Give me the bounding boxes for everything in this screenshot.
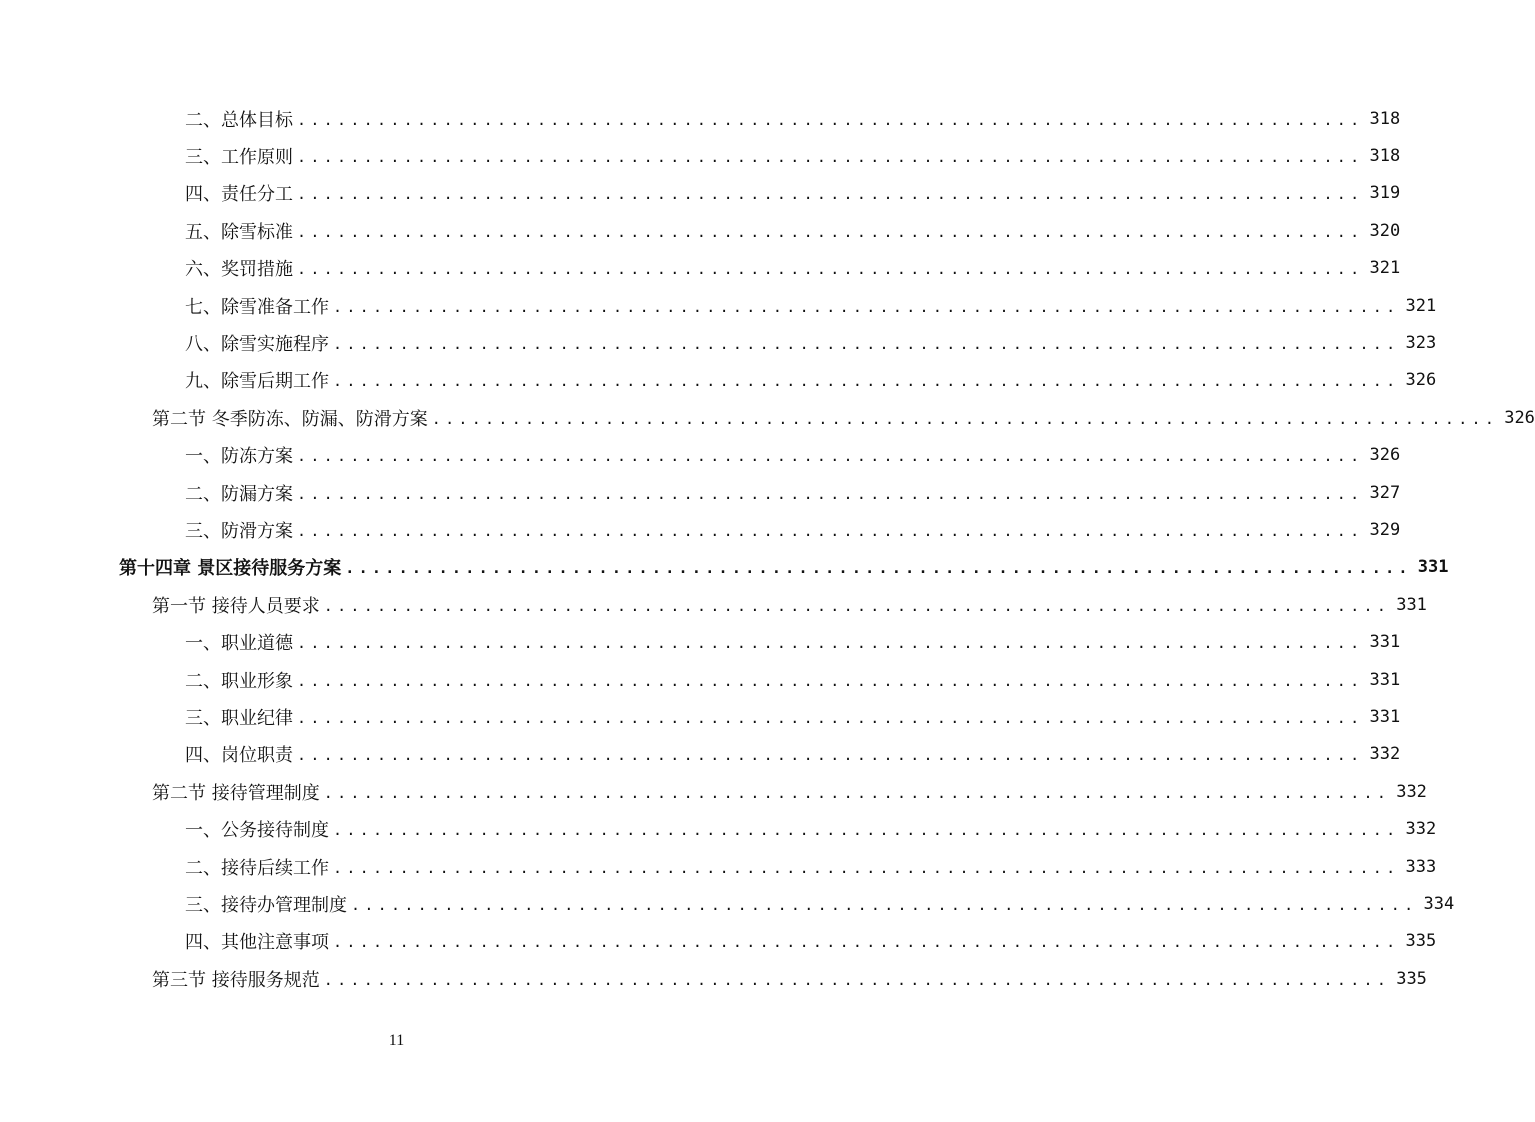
page-number: 11 xyxy=(388,1032,405,1049)
toc-entry-title: 二、防漏方案 xyxy=(185,483,293,505)
toc-entry-title: 第一节 接待人员要求 xyxy=(152,595,320,617)
toc-entry-page-number: 318 xyxy=(1369,146,1401,167)
toc-entry-page-number: 331 xyxy=(1369,632,1401,653)
toc-entry-page-number: 321 xyxy=(1369,258,1401,279)
toc-entry[interactable] xyxy=(0,549,1449,586)
toc-entry[interactable] xyxy=(0,923,1437,960)
toc-entry-title: 九、除雪后期工作 xyxy=(185,371,329,393)
toc-entry-page-number: 323 xyxy=(1405,333,1437,354)
toc-entry-title: 第三节 接待服务规范 xyxy=(152,969,320,991)
toc-entry-page-number: 326 xyxy=(1504,407,1535,428)
toc-dot-leader: ................................................................................ xyxy=(297,634,1364,653)
toc-entry-page-number: 318 xyxy=(1369,108,1401,129)
toc-entry-page-number: 332 xyxy=(1396,781,1427,802)
toc-entry[interactable] xyxy=(0,474,1401,511)
toc-entry-title: 第二节 接待管理制度 xyxy=(152,782,320,804)
toc-dot-leader: ................................................................................ xyxy=(333,297,1400,316)
toc-entry-title: 三、防滑方案 xyxy=(185,520,293,542)
toc-dot-leader: ................................................................................ xyxy=(323,596,1391,615)
toc-dot-leader: ................................................................................ xyxy=(351,895,1418,914)
toc-entry[interactable] xyxy=(0,362,1437,399)
toc-entry-title: 二、职业形象 xyxy=(185,670,293,692)
toc-entry[interactable] xyxy=(0,250,1401,287)
toc-dot-leader: ................................................................................ xyxy=(431,409,1499,428)
toc-dot-leader: ................................................................................ xyxy=(333,858,1400,877)
toc-dot-leader: ................................................................................ xyxy=(297,708,1364,727)
toc-entry-title: 四、其他注意事项 xyxy=(185,932,329,954)
toc-entry[interactable] xyxy=(0,324,1437,361)
toc-dot-leader: ................................................................................ xyxy=(297,447,1364,466)
toc-dot-leader: ................................................................................ xyxy=(297,671,1364,690)
toc-dot-leader: ................................................................................ xyxy=(297,484,1364,503)
toc-entry-page-number: 331 xyxy=(1369,669,1401,690)
toc-entry-page-number: 331 xyxy=(1417,557,1449,578)
toc-entry-page-number: 335 xyxy=(1405,931,1437,952)
toc-dot-leader: ................................................................................ xyxy=(333,821,1400,840)
toc-dot-leader: ................................................................................ xyxy=(297,110,1364,129)
toc-entry-title: 六、奖罚措施 xyxy=(185,259,293,281)
toc-entry-title: 三、工作原则 xyxy=(185,147,293,169)
toc-entry-title: 二、总体目标 xyxy=(185,109,293,131)
toc-entry-page-number: 334 xyxy=(1423,893,1455,914)
toc-entry-page-number: 331 xyxy=(1396,594,1427,615)
toc-entry[interactable] xyxy=(0,623,1401,660)
toc-entry-page-number: 327 xyxy=(1369,482,1401,503)
toc-entry[interactable] xyxy=(0,773,1427,810)
toc-entry[interactable] xyxy=(0,736,1401,773)
toc-dot-leader: ................................................................................ xyxy=(323,783,1391,802)
toc-dot-leader: ................................................................................ xyxy=(297,746,1364,765)
toc-entry-page-number: 319 xyxy=(1369,183,1401,204)
toc-entry-page-number: 329 xyxy=(1369,519,1401,540)
toc-dot-leader: ................................................................................ xyxy=(333,372,1400,391)
toc-entry[interactable] xyxy=(0,848,1437,885)
toc-dot-leader: ................................................................................ xyxy=(323,970,1391,989)
toc-dot-leader: ................................................................................ xyxy=(297,222,1364,241)
toc-entry-title: 一、防冻方案 xyxy=(185,446,293,468)
toc-dot-leader: ................................................................................ xyxy=(333,933,1400,952)
toc-entry-title: 第十四章 景区接待服务方案 xyxy=(119,558,342,580)
toc-entry-page-number: 331 xyxy=(1369,706,1401,727)
toc-entry-title: 八、除雪实施程序 xyxy=(185,334,329,356)
toc-entry-title: 三、职业纪律 xyxy=(185,707,293,729)
toc-entry[interactable] xyxy=(0,586,1427,623)
toc-entry-title: 四、岗位职责 xyxy=(185,745,293,767)
toc-dot-leader: ................................................................................ xyxy=(297,260,1364,279)
toc-entry-page-number: 326 xyxy=(1405,370,1437,391)
toc-entry[interactable] xyxy=(0,100,1401,137)
toc-entry-title: 三、接待办管理制度 xyxy=(185,894,347,916)
toc-entry-title: 一、职业道德 xyxy=(185,633,293,655)
toc-entry[interactable] xyxy=(0,287,1437,324)
toc-entry[interactable] xyxy=(0,960,1427,997)
toc-entry-title: 五、除雪标准 xyxy=(185,221,293,243)
toc-entry[interactable] xyxy=(0,137,1401,174)
toc-entry[interactable] xyxy=(0,212,1401,249)
toc-entry[interactable] xyxy=(0,399,1535,436)
toc-entry-title: 二、接待后续工作 xyxy=(185,857,329,879)
toc-dot-leader: ................................................................................ xyxy=(345,559,1412,578)
toc-dot-leader: ................................................................................ xyxy=(297,185,1364,204)
toc-entry-page-number: 335 xyxy=(1396,968,1427,989)
toc-dot-leader: ................................................................................ xyxy=(297,521,1364,540)
toc-entry-page-number: 320 xyxy=(1369,220,1401,241)
toc-entry[interactable] xyxy=(0,175,1401,212)
toc-entry-title: 七、除雪准备工作 xyxy=(185,296,329,318)
toc-dot-leader: ................................................................................ xyxy=(333,335,1400,354)
toc-entry-title: 第二节 冬季防冻、防漏、防滑方案 xyxy=(152,408,428,430)
toc-entry-title: 四、责任分工 xyxy=(185,184,293,206)
toc-entry-page-number: 332 xyxy=(1369,744,1401,765)
toc-entry-page-number: 326 xyxy=(1369,445,1401,466)
toc-entry[interactable] xyxy=(0,437,1401,474)
toc-dot-leader: ................................................................................ xyxy=(297,148,1364,167)
toc-entry[interactable] xyxy=(0,810,1437,847)
toc-entry-title: 一、公务接待制度 xyxy=(185,820,329,842)
toc-entry[interactable] xyxy=(0,511,1401,548)
toc-entry[interactable] xyxy=(0,661,1401,698)
toc-entry[interactable] xyxy=(0,885,1455,922)
toc-entry-page-number: 321 xyxy=(1405,295,1437,316)
toc-entry-page-number: 333 xyxy=(1405,856,1437,877)
toc-entry[interactable] xyxy=(0,698,1401,735)
toc-entry-page-number: 332 xyxy=(1405,819,1437,840)
table-of-contents xyxy=(0,100,1535,997)
